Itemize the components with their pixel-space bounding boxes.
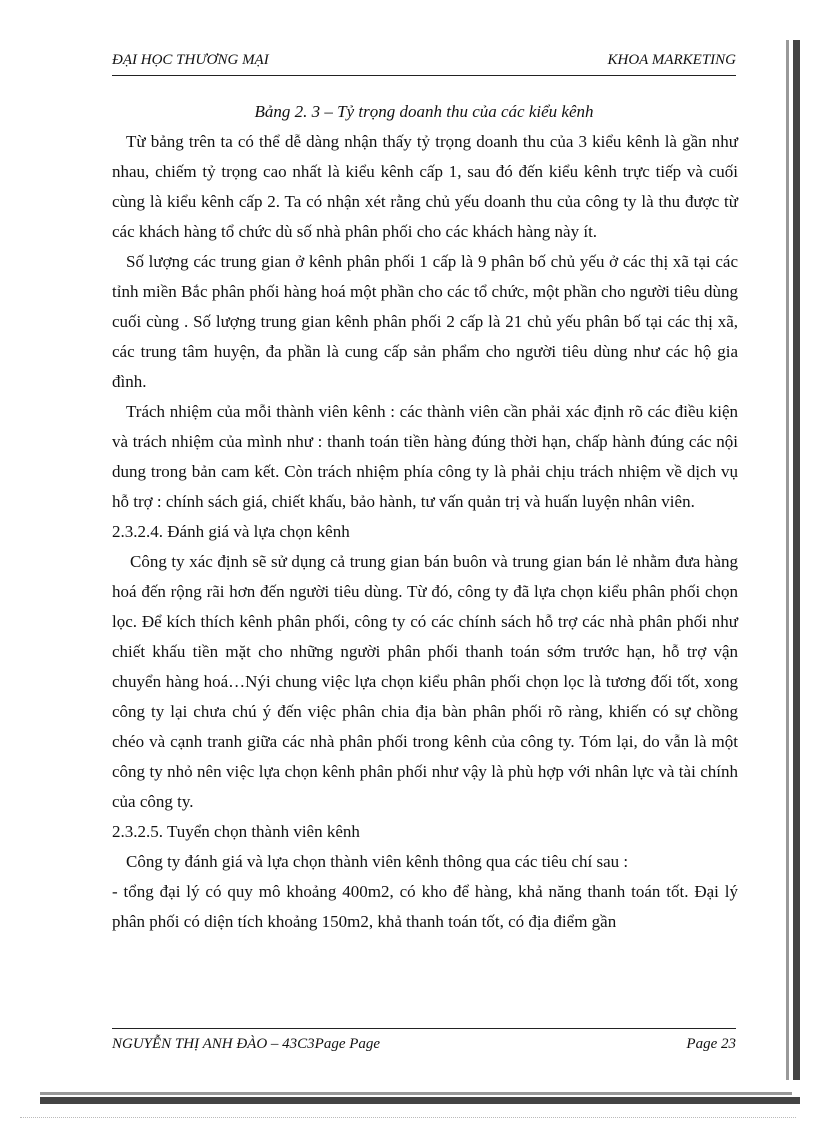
header-faculty: KHOA MARKETING xyxy=(607,52,736,68)
page-number: Page 23 xyxy=(686,1036,736,1052)
page-border-right xyxy=(793,40,800,1080)
paragraph: Trách nhiệm của mỗi thành viên kênh : các thành viên cần phải xác định rõ các điều kiện và trách nhiệm của mình như : thanh toán tiền hàng đúng thời hạn, chấp hành đúng các nội dung trong bản cam kết. Còn trách nhiệm phía công ty là phải chịu trách nhiệm về dịch vụ hỗ trợ : chính sách giá, chiết khấu, bảo hành, tư vấn quản trị và huấn luyện nhân viên. xyxy=(112,402,738,511)
paragraph: Từ bảng trên ta có thể dễ dàng nhận thấy tỷ trọng doanh thu của 3 kiểu kênh là gần như nhau, chiếm tỷ trọng cao nhất là kiểu kênh cấp 1, sau đó đến kiểu kênh trực tiếp và cuối cùng là kiểu kênh cấp 2. Ta có nhận xét rằng chủ yếu doanh thu của công ty là thu được từ các khách hàng tổ chức dù số nhà phân phối cho các khách hàng này ít. xyxy=(112,132,738,241)
footer-author: NGUYỄN THỊ ANH ĐÀO – 43C3Page Page xyxy=(112,1036,381,1052)
page-border-right-inner xyxy=(786,40,789,1080)
header-university: ĐẠI HỌC THƯƠNG MẠI xyxy=(112,52,269,68)
page-footer xyxy=(112,1036,736,1058)
page-border-bottom-inner xyxy=(40,1092,792,1095)
footer-divider xyxy=(112,1028,736,1029)
page-break-line xyxy=(20,1117,796,1118)
section-heading: 2.3.2.5. Tuyển chọn thành viên kênh xyxy=(112,822,360,841)
paragraph: Công ty đánh giá và lựa chọn thành viên kênh thông qua các tiêu chí sau : xyxy=(126,852,629,871)
paragraph: Số lượng các trung gian ở kênh phân phối 1 cấp là 9 phân bố chủ yếu ở các thị xã tại các tỉnh miền Bắc phân phối hàng hoá một phần cho các tổ chức, một phần cho người tiêu dùng cuối cùng . Số lượng trung gian kênh phân phối 2 cấp là 21 chủ yếu phân bố tại các thị xã, các trung tâm huyện, đa phần là cung cấp sản phẩm cho người tiêu dùng như các hộ gia đình. xyxy=(112,252,738,391)
header-divider xyxy=(112,75,736,76)
paragraph: Công ty xác định sẽ sử dụng cả trung gian bán buôn và trung gian bán lẻ nhằm đưa hàng hoá đến rộng rãi hơn đến người tiêu dùng. Từ đó, công ty đã lựa chọn kiểu phân phối chọn lọc. Để kích thích kênh phân phối, công ty có các chính sách hỗ trợ các nhà phân phối như chiết khấu tiền mặt cho những người phân phối thanh toán sớm trước hạn, hỗ trợ vận chuyển hàng hoá…Nýi chung việc lựa chọn kiểu phân phối chọn lọc là tương đối tốt, xong công ty lại chưa chú ý đến việc phân chia địa bàn phân phối rõ ràng, khiến có sự chồng chéo và cạnh tranh giữa các nhà phân phối trong kênh của công ty. Tóm lại, do vẫn là một công ty nhỏ nên việc lựa chọn kênh phân phối như vậy là phù hợp với nhân lực và tài chính của công ty. xyxy=(112,552,738,811)
table-caption: Bảng 2. 3 – Tỷ trọng doanh thu của các kiểu kênh xyxy=(254,102,594,121)
body-text xyxy=(112,127,738,937)
bullet-item: - tổng đại lý có quy mô khoảng 400m2, có kho để hàng, khả năng thanh toán tốt. Đại lý phân phối có diện tích khoảng 150m2, khả thanh toán tốt, có địa điểm gần xyxy=(112,882,738,931)
page-header xyxy=(112,52,736,74)
page-border-bottom xyxy=(40,1097,800,1104)
section-heading: 2.3.2.4. Đánh giá và lựa chọn kênh xyxy=(112,522,350,541)
